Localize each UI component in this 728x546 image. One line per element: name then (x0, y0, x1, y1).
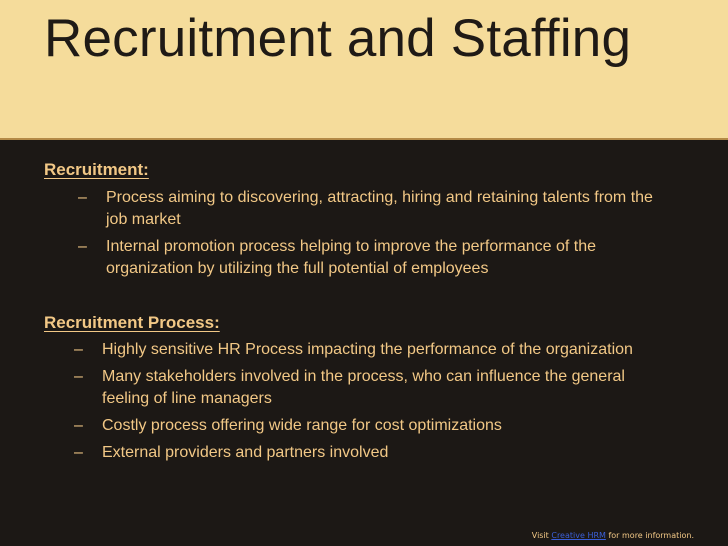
list-item-text: Process aiming to discovering, attracting, hiring and retaining talents from the job market (106, 189, 653, 228)
recruitment-bullet-list (78, 187, 678, 285)
list-item (74, 366, 674, 410)
dash-bullet-icon: – (74, 341, 83, 358)
list-item-text: Many stakeholders involved in the process, who can influence the general feeling of line managers (102, 368, 625, 407)
footer-note (532, 531, 694, 540)
list-item-text: External providers and partners involved (102, 444, 389, 461)
section-heading-recruitment-process: Recruitment Process: (44, 313, 220, 332)
footer-prefix: Visit (531, 531, 552, 540)
list-item-text: Internal promotion process helping to improve the performance of the organization by utilizing the full potential of employees (106, 238, 597, 277)
list-item (78, 187, 678, 231)
dash-bullet-icon: – (78, 189, 87, 206)
list-item (74, 415, 674, 437)
list-item (78, 236, 678, 280)
dash-bullet-icon: – (74, 417, 83, 434)
dash-bullet-icon: – (78, 238, 87, 255)
footer-suffix: for more information. (605, 531, 694, 540)
list-item (74, 442, 674, 464)
dash-bullet-icon: – (74, 444, 83, 461)
section-heading-recruitment: Recruitment: (44, 160, 149, 179)
slide-title: Recruitment and Staffing (44, 9, 632, 68)
dash-bullet-icon: – (74, 368, 83, 385)
list-item-text: Highly sensitive HR Process impacting the performance of the organization (102, 341, 633, 358)
recruitment-process-bullet-list (74, 339, 674, 469)
list-item (74, 339, 674, 361)
list-item-text: Costly process offering wide range for cost optimizations (102, 417, 502, 434)
creative-hrm-link[interactable]: Creative HRM (551, 531, 606, 540)
